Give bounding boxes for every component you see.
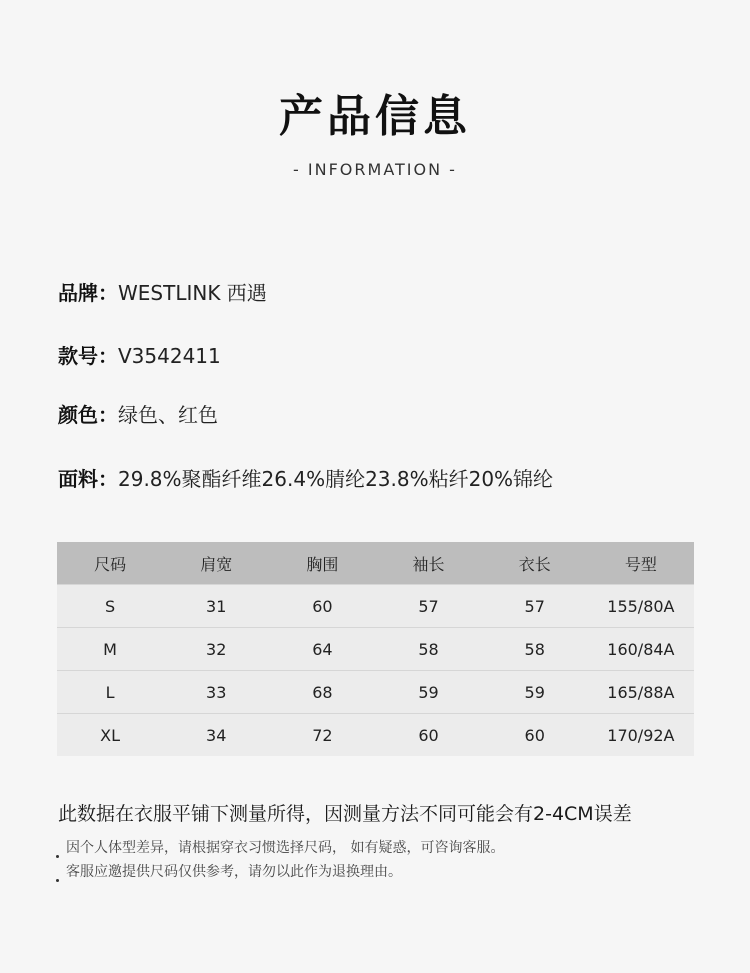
info-row-style-no xyxy=(58,342,221,370)
header-length: 衣长 xyxy=(482,542,588,585)
cell-chest: 60 xyxy=(269,585,375,628)
brand-value: WESTLINK 西遇 xyxy=(118,281,267,305)
cell-chest: 72 xyxy=(269,714,375,757)
fabric-value: 29.8%聚酯纤维26.4%腈纶23.8%粘纤20%锦纶 xyxy=(118,467,554,491)
measurement-note: 此数据在衣服平铺下测量所得，因测量方法不同可能会有2-4CM误差 xyxy=(58,803,632,825)
table-row xyxy=(57,585,694,628)
note-list xyxy=(56,836,504,884)
brand-label: 品牌： xyxy=(58,281,118,305)
color-label: 颜色： xyxy=(58,403,118,427)
list-item xyxy=(56,860,504,884)
style-no-label: 款号： xyxy=(58,344,118,368)
style-no-value: V3542411 xyxy=(118,344,221,368)
cell-length: 57 xyxy=(482,585,588,628)
info-row-color xyxy=(58,401,218,429)
note-text: 因个人体型差异，请根据穿衣习惯选择尺码， 如有疑惑，可咨询客服。 xyxy=(66,840,505,856)
cell-size: L xyxy=(57,671,163,714)
header-size: 尺码 xyxy=(57,542,163,585)
cell-chest: 68 xyxy=(269,671,375,714)
page-title: 产品信息 xyxy=(279,91,471,142)
header-sleeve: 袖长 xyxy=(375,542,481,585)
header-chest: 胸围 xyxy=(269,542,375,585)
note-text: 客服应邀提供尺码仅供参考，请勿以此作为退换理由。 xyxy=(66,864,402,880)
cell-size: S xyxy=(57,585,163,628)
cell-fit-code: 160/84A xyxy=(588,628,694,671)
cell-chest: 64 xyxy=(269,628,375,671)
cell-size: XL xyxy=(57,714,163,757)
cell-length: 58 xyxy=(482,628,588,671)
table-row xyxy=(57,671,694,714)
cell-size: M xyxy=(57,628,163,671)
page-subtitle: - INFORMATION - xyxy=(293,160,457,179)
list-item xyxy=(56,836,504,860)
cell-length: 60 xyxy=(482,714,588,757)
cell-sleeve: 59 xyxy=(375,671,481,714)
fabric-label: 面料： xyxy=(58,467,118,491)
cell-shoulder: 34 xyxy=(163,714,269,757)
table-row xyxy=(57,714,694,757)
header-fit-code: 号型 xyxy=(588,542,694,585)
cell-fit-code: 165/88A xyxy=(588,671,694,714)
table-header-row xyxy=(57,542,694,585)
cell-sleeve: 60 xyxy=(375,714,481,757)
cell-sleeve: 57 xyxy=(375,585,481,628)
cell-shoulder: 33 xyxy=(163,671,269,714)
cell-length: 59 xyxy=(482,671,588,714)
bullet-icon xyxy=(56,855,59,858)
cell-shoulder: 32 xyxy=(163,628,269,671)
bullet-icon xyxy=(56,879,59,882)
cell-fit-code: 170/92A xyxy=(588,714,694,757)
cell-shoulder: 31 xyxy=(163,585,269,628)
table-row xyxy=(57,628,694,671)
color-value: 绿色、红色 xyxy=(118,403,218,427)
cell-sleeve: 58 xyxy=(375,628,481,671)
info-row-brand xyxy=(58,279,267,307)
header-shoulder: 肩宽 xyxy=(163,542,269,585)
info-row-fabric xyxy=(58,465,553,493)
cell-fit-code: 155/80A xyxy=(588,585,694,628)
size-table xyxy=(57,542,694,756)
